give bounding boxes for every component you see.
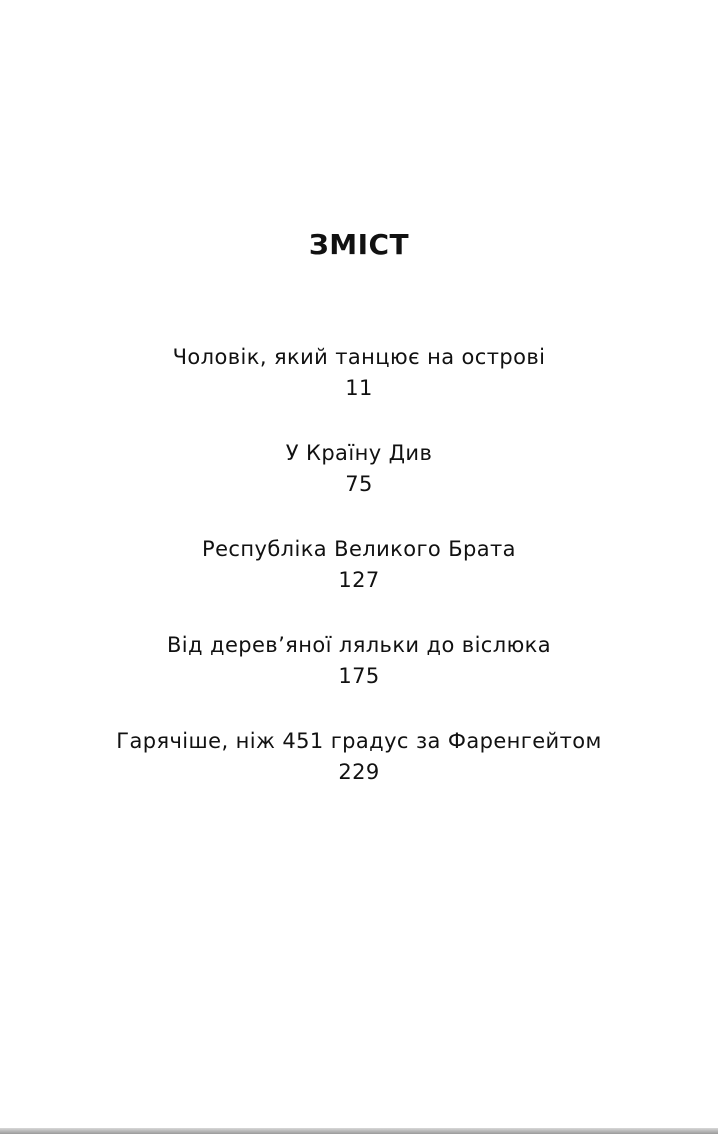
table-of-contents-list [0, 342, 718, 822]
page-bottom-edge [0, 1128, 718, 1134]
toc-entry [0, 342, 718, 438]
toc-entry-page-number: 229 [338, 760, 380, 784]
toc-entry-title: Республіка Великого Брата [202, 537, 516, 561]
toc-entry-page-number: 11 [345, 376, 373, 400]
toc-entry [0, 726, 718, 822]
toc-entry-title: Гарячіше, ніж 451 градус за Фаренгейтом [116, 729, 602, 753]
toc-entry [0, 438, 718, 534]
toc-entry-page-number: 75 [345, 472, 373, 496]
table-of-contents-heading: ЗМІСТ [308, 227, 410, 261]
toc-entry-title: Від дерев’яної ляльки до віслюка [166, 633, 551, 657]
toc-entry-title: Чоловік, який танцює на острові [172, 345, 546, 369]
toc-entry [0, 630, 718, 726]
toc-entry-title: У Країну Див [285, 441, 433, 465]
toc-entry-page-number: 127 [338, 568, 380, 592]
toc-entry-page-number: 175 [338, 664, 380, 688]
toc-entry [0, 534, 718, 630]
